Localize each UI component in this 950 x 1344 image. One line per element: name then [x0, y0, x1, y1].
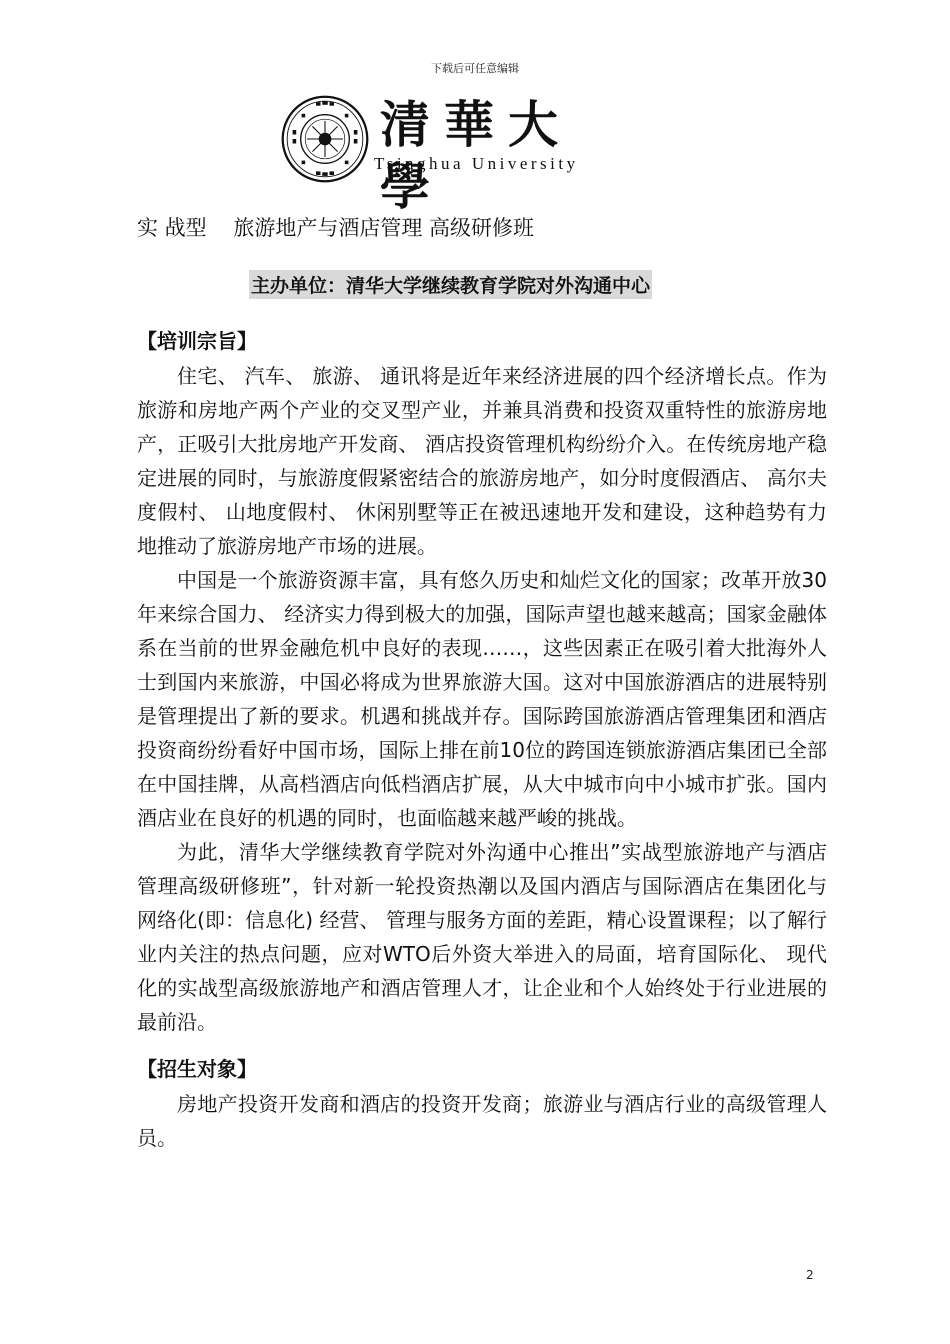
page-number: 2: [806, 1268, 814, 1282]
university-logo: [272, 92, 612, 216]
course-title: 实 战型 旅游地产与酒店管理 高级研修班: [137, 216, 535, 240]
organizer-line: 主办单位：清华大学继续教育学院对外沟通中心: [249, 270, 652, 299]
paragraph: 中国是一个旅游资源丰富，具有悠久历史和灿烂文化的国家；改革开放30年来综合国力、 经济实力得到极大的加强，国际声望也越来越高；国家金融体系在当前的世界金融危机中良好的表现……，这些因素正在吸引着大批海外人士到国内来旅游，中国必将成为世界旅游大国。这对中国旅游酒店的进展特别是管理提出了新的要求。机遇和挑战并存。国际跨国旅游酒店管理集团和酒店投资商纷纷看好中国市场，国际上排在前10位的跨国连锁旅游酒店集团已全部在中国挂牌，从高档酒店向低档酒店扩展，从大中城市向中小城市扩张。国内酒店业在良好的机遇的同时，也面临越来越严峻的挑战。: [137, 568, 827, 830]
section-heading-enrollment: 【招生对象】: [137, 1057, 257, 1081]
paragraph: 房地产投资开发商和酒店的投资开发商；旅游业与酒店行业的高级管理人员。: [137, 1092, 827, 1150]
paragraph: 为此，清华大学继续教育学院对外沟通中心推出”实战型旅游地产与酒店管理高级研修班”，针对新一轮投资热潮以及国内酒店与国际酒店在集团化与网络化(即：信息化) 经营、 管理与服务方面的差距，精心设置课程；以了解行业内关注的热点问题，应对WTO后外资大举进入的局面，培育国际化、 现代化的实战型高级旅游地产和酒店管理人才，让企业和个人始终处于行业进展的最前沿。: [137, 840, 827, 1034]
university-name-en: Tsinghua University: [374, 154, 579, 173]
document-body: [137, 323, 827, 1155]
section-heading-purpose: 【培训宗旨】: [137, 329, 257, 353]
university-seal-icon: [280, 94, 370, 184]
paragraph: 住宅、 汽车、 旅游、 通讯将是近年来经济进展的四个经济增长点。作为旅游和房地产两个产业的交叉型产业，并兼具消费和投资双重特性的旅游房地产，正吸引大批房地产开发商、 酒店投资管理机构纷纷介入。在传统房地产稳定进展的同时，与旅游度假紧密结合的旅游房地产，如分时度假酒店、 高尔夫度假村、 山地度假村、 休闲别墅等正在被迅速地开发和建设，这种趋势有力地推动了旅游房地产市场的进展。: [137, 364, 827, 558]
header-note: 下载后可任意编辑: [431, 62, 519, 75]
university-name-cn: 清華大學: [380, 95, 572, 216]
